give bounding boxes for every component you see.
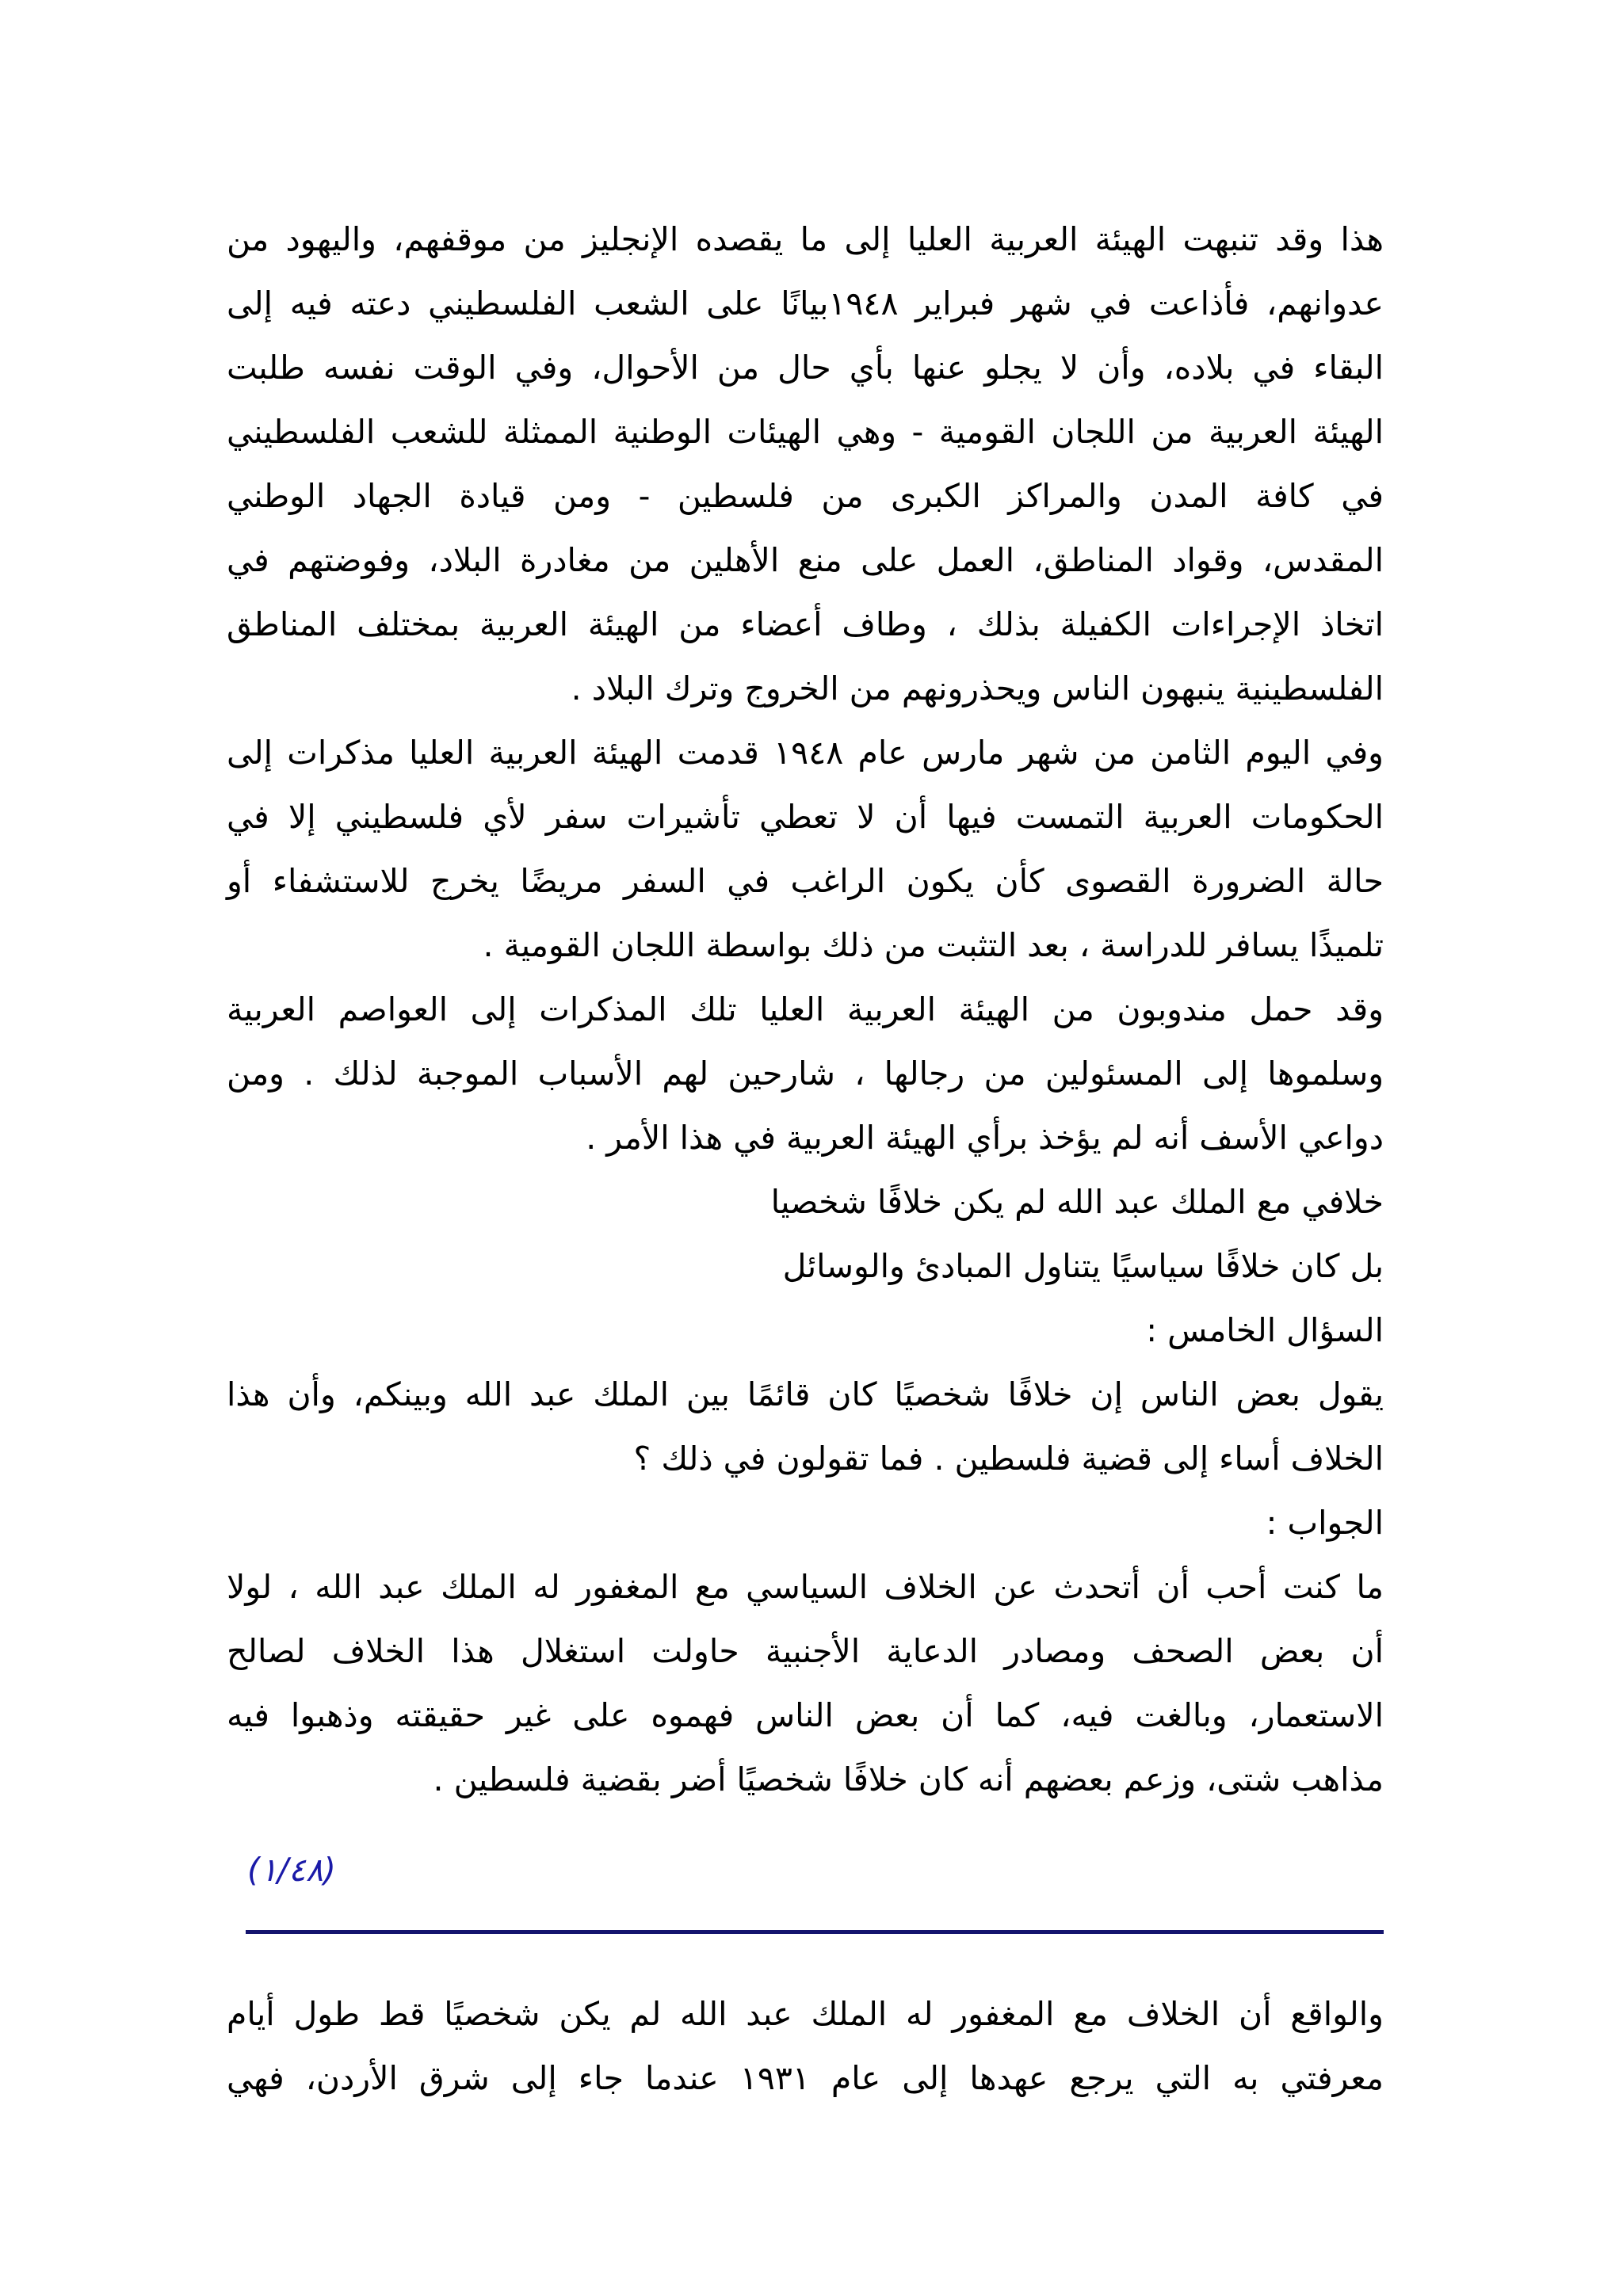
text-line: هذا وقد تنبهت الهيئة العربية العليا إلى ما يقصده الإنجليز من موقفهم، واليهود من	[227, 220, 1384, 258]
text-line: حالة الضرورة القصوى كأن يكون الراغب في السفر مريضًا يخرج للاستشفاء أو	[227, 862, 1384, 900]
text-line: ما كنت أحب أن أتحدث عن الخلاف السياسي مع المغفور له الملك عبد الله ، لولا	[227, 1568, 1384, 1606]
text-line: يقول بعض الناس إن خلافًا شخصيًا كان قائمًا بين الملك عبد الله وبينكم، وأن هذا	[227, 1375, 1384, 1413]
page-number: (١/٤٨)	[247, 1851, 336, 1889]
text-line: دواعي الأسف أنه لم يؤخذ برأي الهيئة العربية في هذا الأمر .	[586, 1119, 1384, 1157]
main-text	[227, 208, 1384, 1812]
page-divider	[246, 1930, 1384, 1934]
text-line: وقد حمل مندوبون من الهيئة العربية العليا تلك المذكرات إلى العواصم العربية	[227, 990, 1384, 1028]
text-line: الفلسطينية ينبهون الناس ويحذرونهم من الخروج وترك البلاد .	[571, 669, 1384, 707]
text-line: أن بعض الصحف ومصادر الدعاية الأجنبية حاولت استغلال هذا الخلاف لصالح	[227, 1632, 1384, 1670]
answer-label: الجواب :	[1266, 1504, 1384, 1542]
text-line: وفي اليوم الثامن من شهر مارس عام ١٩٤٨ قدمت الهيئة العربية العليا مذكرات إلى	[227, 734, 1384, 772]
section-heading-line: بل كان خلافًا سياسيًا يتناول المبادئ والوسائل	[782, 1247, 1384, 1285]
text-line: والواقع أن الخلاف مع المغفور له الملك عبد الله لم يكن شخصيًا قط طول أيام	[227, 1995, 1384, 2033]
question-label: السؤال الخامس :	[1146, 1311, 1384, 1349]
text-line: مذاهب شتى، وزعم بعضهم أنه كان خلافًا شخصيًا أضر بقضية فلسطين .	[433, 1760, 1384, 1798]
next-page-text	[227, 1982, 1384, 2111]
text-line: تلميذًا يسافر للدراسة ، بعد التثبت من ذلك بواسطة اللجان القومية .	[483, 926, 1384, 964]
text-line: عدوانهم، فأذاعت في شهر فبراير ١٩٤٨بيانًا على الشعب الفلسطيني دعته فيه إلى	[227, 284, 1384, 322]
text-line: الحكومات العربية التمست فيها أن لا تعطي تأشيرات سفر لأي فلسطيني إلا في	[227, 798, 1384, 836]
text-line: معرفتي به التي يرجع عهدها إلى عام ١٩٣١ عندما جاء إلى شرق الأردن، فهي	[227, 2059, 1384, 2097]
text-line: الخلاف أساء إلى قضية فلسطين . فما تقولون في ذلك ؟	[633, 1440, 1384, 1478]
text-line: في كافة المدن والمراكز الكبرى من فلسطين - ومن قيادة الجهاد الوطني	[227, 477, 1384, 515]
text-line: اتخاذ الإجراءات الكفيلة بذلك ، وطاف أعضاء من الهيئة العربية بمختلف المناطق	[227, 605, 1384, 643]
text-line: الاستعمار، وبالغت فيه، كما أن بعض الناس فهموه على غير حقيقته وذهبوا فيه	[227, 1696, 1384, 1734]
text-line: البقاء في بلاده، وأن لا يجلو عنها بأي حال من الأحوال، وفي الوقت نفسه طلبت	[227, 349, 1384, 387]
text-line: وسلموها إلى المسئولين من رجالها ، شارحين لهم الأسباب الموجبة لذلك . ومن	[227, 1055, 1384, 1093]
section-heading-line: خلافي مع الملك عبد الله لم يكن خلافًا شخصيا	[770, 1183, 1384, 1221]
text-line: المقدس، وقواد المناطق، العمل على منع الأهلين من مغادرة البلاد، وفوضتهم في	[227, 541, 1384, 579]
text-line: الهيئة العربية من اللجان القومية - وهي الهيئات الوطنية الممثلة للشعب الفلسطيني	[227, 413, 1384, 451]
